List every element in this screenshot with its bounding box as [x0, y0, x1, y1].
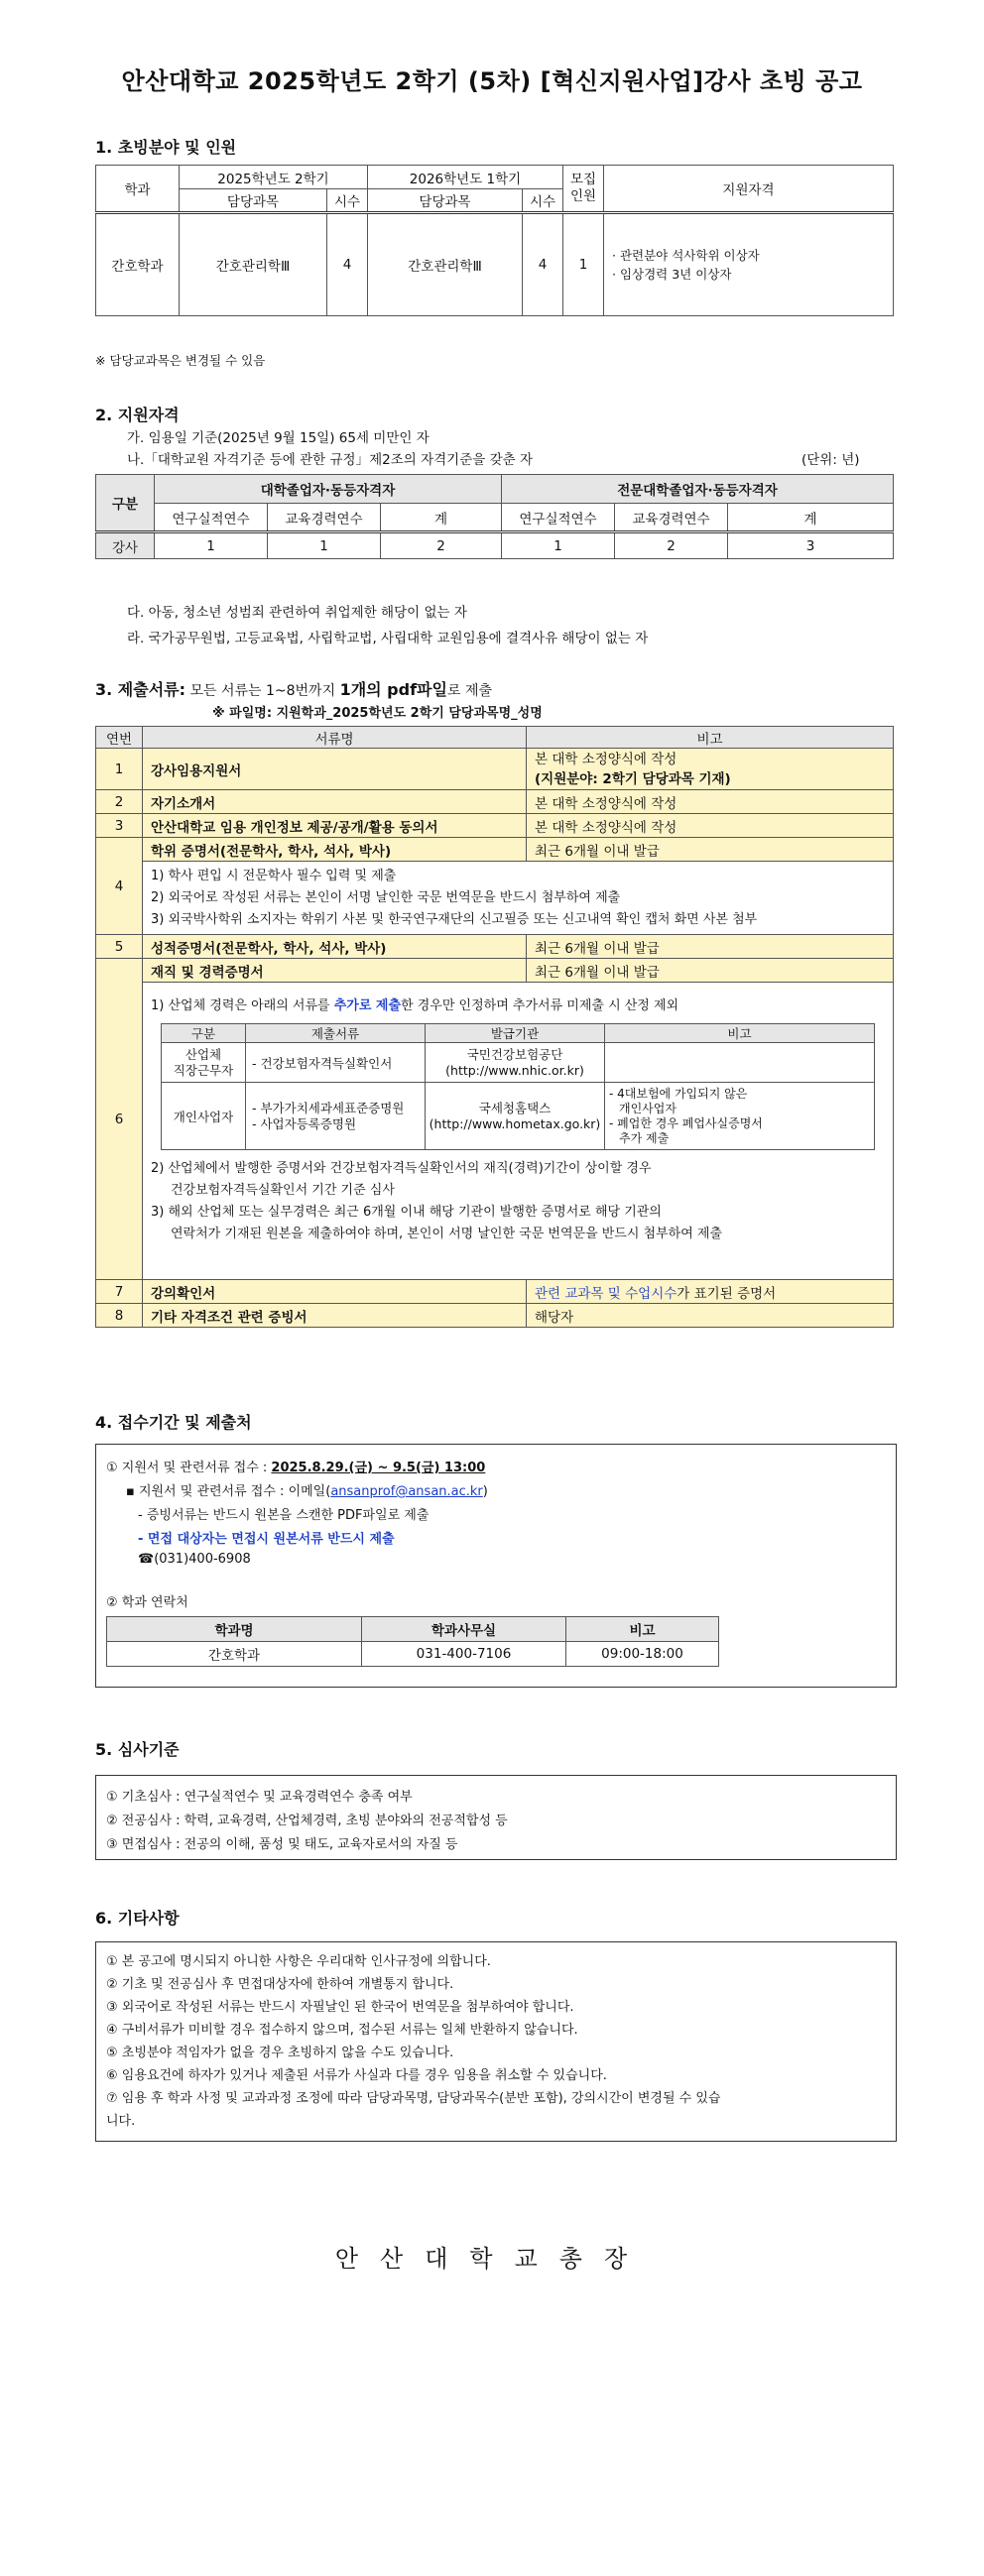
other-7: ⑦ 임용 후 학과 사정 및 교과과정 조정에 따라 담당과목명, 담당과목수(분반 포함), 강의시간이 변경될 수 있습: [106, 2091, 721, 2106]
dept-contact-label: ② 학과 연락처: [106, 1595, 188, 1610]
doc-8-name: 기타 자격조건 관련 증빙서: [143, 1304, 527, 1328]
inner-r2-note: - 4대보험에 가입되지 않은 개인사업자 - 폐업한 경우 폐업사실증명서 추가 제출: [605, 1083, 875, 1150]
header-gubun: 구분: [96, 475, 155, 532]
row-hours-2025: 4: [327, 213, 368, 316]
qual-ra: 라. 국가공무원법, 고등교육법, 사립학교법, 사립대학 교원임용에 결격사유 해당이 없는 자: [127, 631, 649, 646]
section-1-heading: 1. 초빙분야 및 인원: [95, 138, 237, 157]
qualification-1: · 관련분야 석사학위 이상자: [612, 248, 760, 263]
doc-5-name: 성적증명서(전문학사, 학사, 석사, 박사): [143, 935, 527, 959]
header-note: 비고: [527, 727, 894, 749]
course-change-note: ※ 담당교과목은 변경될 수 있음: [95, 353, 266, 368]
doc-4-name: 학위 증명서(전문학사, 학사, 석사, 박사): [143, 838, 527, 862]
unit-label: (단위: 년): [801, 452, 860, 468]
inner-h-org: 발급기관: [426, 1024, 605, 1043]
qual-ga: 가. 임용일 기준(2025년 9월 15일) 65세 미만인 자: [127, 430, 430, 446]
doc-8-note: 해당자: [527, 1304, 894, 1328]
val-univ-edu: 1: [268, 532, 381, 559]
inner-h-note: 비고: [605, 1024, 875, 1043]
inner-r1-gubun: 산업체 직장근무자: [162, 1043, 246, 1083]
header-college: 전문대학졸업자·동등자격자: [502, 475, 894, 504]
inner-r2-org: 국세청홈택스 (http://www.hometax.go.kr): [426, 1083, 605, 1150]
doc-6-line-2: 2) 산업체에서 발행한 증명서와 건강보험자격득실확인서의 재직(경력)기간이 상이할 경우 건강보험자격득실확인서 기간 기준 심사: [151, 1161, 652, 1198]
header-total-1: 계: [381, 504, 502, 532]
header-dept: 학과: [96, 166, 180, 213]
header-hours-2025: 시수: [327, 189, 368, 213]
contact-h-dept: 학과명: [107, 1617, 362, 1642]
doc-5-no: 5: [96, 935, 143, 959]
section-2-heading: 2. 지원자격: [95, 406, 180, 424]
section-5-heading: 5. 심사기준: [95, 1740, 180, 1759]
row-hours-2026: 4: [523, 213, 563, 316]
submission-phone: ☎(031)400-6908: [138, 1552, 251, 1567]
doc-7-no: 7: [96, 1280, 143, 1304]
filename-rule: ※ 파일명: 지원학과_2025학년도 2학기 담당과목명_성명: [212, 706, 543, 721]
doc-6-details: [143, 983, 894, 1280]
submission-pdf-note: - 증빙서류는 반드시 원본을 스캔한 PDF파일로 제출: [138, 1508, 430, 1523]
doc-6-no: 6: [96, 959, 143, 1280]
signature: 안산대학교총장: [334, 2245, 650, 2273]
contact-hours: 09:00-18:00: [566, 1642, 719, 1667]
other-notes-box: [95, 1941, 897, 2142]
qual-da: 다. 아동, 청소년 성범죄 관련하여 취업제한 해당이 없는 자: [127, 605, 467, 621]
qualification-2: · 임상경력 3년 이상자: [612, 267, 732, 282]
val-college-total: 3: [728, 532, 894, 559]
header-doc: 서류명: [143, 727, 527, 749]
doc-1-name: 강사임용지원서: [143, 749, 527, 790]
page-title: 안산대학교 2025학년도 2학기 (5차) [혁신지원사업]강사 초빙 공고: [121, 67, 863, 95]
header-univ: 대학졸업자·동등자격자: [155, 475, 502, 504]
doc-7-note: 관련 교과목 및 수업시수가 표기된 증명서: [527, 1280, 894, 1304]
header-course-2025: 담당과목: [180, 189, 327, 213]
val-univ-total: 2: [381, 532, 502, 559]
doc-5-note: 최근 6개월 이내 발급: [527, 935, 894, 959]
inner-r1-org: 국민건강보험공단 (http://www.nhic.or.kr): [426, 1043, 605, 1083]
doc-4-no: 4: [96, 838, 143, 935]
submission-interview-note: - 면접 대상자는 면접시 원본서류 반드시 제출: [138, 1532, 395, 1547]
dept-contact-table: [106, 1616, 719, 1667]
val-univ-research: 1: [155, 532, 268, 559]
doc-6-name: 재직 및 경력증명서: [143, 959, 527, 983]
doc-4-note: 최근 6개월 이내 발급: [527, 838, 894, 862]
doc-3-note: 본 대학 소정양식에 작성: [527, 814, 894, 838]
row-qualification: [604, 213, 894, 316]
header-qualification: 지원자격: [604, 166, 894, 213]
doc-3-no: 3: [96, 814, 143, 838]
submission-email-line: ▪ 지원서 및 관련서류 접수 : 이메일(ansanprof@ansan.ac.kr): [126, 1484, 488, 1499]
other-5: ⑤ 초빙분야 적임자가 없을 경우 초빙하지 않을 수도 있습니다.: [106, 2046, 454, 2060]
doc-1-note: 본 대학 소정양식에 작성 (지원분야: 2학기 담당과목 기재): [527, 749, 894, 790]
doc-6-line-3: 3) 해외 산업체 또는 실무경력은 최근 6개월 이내 해당 기관이 발행한 증명서로 해당 기관의 연락처가 기재된 원본을 제출하여야 하며, 본인이 서명 날인한 국문 번역문을 반드시 첨부하여 제출: [151, 1205, 723, 1241]
header-no: 연번: [96, 727, 143, 749]
doc-8-no: 8: [96, 1304, 143, 1328]
doc-3-name: 안산대학교 임용 개인정보 제공/공개/활용 동의서: [143, 814, 527, 838]
val-college-edu: 2: [615, 532, 728, 559]
submission-period: ① 지원서 및 관련서류 접수 : 2025.8.29.(금) ~ 9.5(금) 13:00: [106, 1461, 486, 1475]
doc-6-line-1: 1) 산업체 경력은 아래의 서류를 추가로 제출한 경우만 인정하며 추가서류 미제출 시 산정 제외: [151, 998, 679, 1013]
inner-r1-doc: - 건강보험자격득실확인서: [246, 1043, 426, 1083]
contact-dept: 간호학과: [107, 1642, 362, 1667]
section-6-heading: 6. 기타사항: [95, 1909, 180, 1928]
header-course-2026: 담당과목: [368, 189, 523, 213]
contact-office: 031-400-7106: [362, 1642, 566, 1667]
other-2: ② 기초 및 전공심사 후 면접대상자에 한하여 개별통지 합니다.: [106, 1977, 454, 1992]
qual-na: 나.「대학교원 자격기준 등에 관한 규정」제2조의 자격기준을 갖춘 자: [127, 452, 533, 468]
header-edu-2: 교육경력연수: [615, 504, 728, 532]
row-course-2025: 간호관리학Ⅲ: [180, 213, 327, 316]
inner-h-gubun: 구분: [162, 1024, 246, 1043]
recruitment-table: [95, 165, 894, 316]
header-research-2: 연구실적연수: [502, 504, 615, 532]
other-6: ⑥ 임용요건에 하자가 있거나 제출된 서류가 사실과 다를 경우 임용을 취소할 수 있습니다.: [106, 2068, 607, 2083]
header-hours-2026: 시수: [523, 189, 563, 213]
contact-h-note: 비고: [566, 1617, 719, 1642]
doc-6-note: 최근 6개월 이내 발급: [527, 959, 894, 983]
inner-r2-gubun: 개인사업자: [162, 1083, 246, 1150]
row-label-lecturer: 강사: [96, 532, 155, 559]
inner-r1-note: [605, 1043, 875, 1083]
header-research-1: 연구실적연수: [155, 504, 268, 532]
doc-2-no: 2: [96, 790, 143, 814]
criteria-2: ② 전공심사 : 학력, 교육경력, 산업체경력, 초빙 분야와의 전공적합성 등: [106, 1814, 508, 1828]
contact-h-office: 학과사무실: [362, 1617, 566, 1642]
doc-1-no: 1: [96, 749, 143, 790]
email-link[interactable]: ansanprof@ansan.ac.kr: [330, 1484, 483, 1499]
inner-h-doc: 제출서류: [246, 1024, 426, 1043]
header-total-2: 계: [728, 504, 894, 532]
header-edu-1: 교육경력연수: [268, 504, 381, 532]
doc-7-name: 강의확인서: [143, 1280, 527, 1304]
submission-box: [95, 1444, 897, 1688]
section-3-heading: 3. 제출서류: 모든 서류는 1~8번까지 1개의 pdf파일로 제출: [95, 680, 492, 699]
criteria-3: ③ 면접심사 : 전공의 이해, 품성 및 태도, 교육자로서의 자질 등: [106, 1837, 458, 1852]
doc-2-note: 본 대학 소정양식에 작성: [527, 790, 894, 814]
doc-4-details: 1) 학사 편입 시 전문학사 필수 입력 및 제출 2) 외국어로 작성된 서류는 본인이 서명 날인한 국문 번역문을 반드시 첨부하여 제출 3) 외국박사학위 소지자는 학위기 사본 및 한국연구재단의 신고필증 또는 신고내역 확인 캡처 화면 사본 첨부: [143, 862, 894, 935]
other-4: ④ 구비서류가 미비할 경우 접수하지 않으며, 접수된 서류는 일체 반환하지 않습니다.: [106, 2023, 578, 2038]
header-count: 모집인원: [563, 166, 604, 213]
criteria-1: ① 기초심사 : 연구실적연수 및 교육경력연수 충족 여부: [106, 1790, 413, 1805]
doc-2-name: 자기소개서: [143, 790, 527, 814]
other-1: ① 본 공고에 명시되지 아니한 사항은 우리대학 인사규정에 의합니다.: [106, 1954, 491, 1969]
industry-doc-table: [161, 1023, 875, 1150]
row-dept: 간호학과: [96, 213, 180, 316]
documents-table: [95, 726, 894, 1328]
section-4-heading: 4. 접수기간 및 제출처: [95, 1413, 252, 1432]
row-count: 1: [563, 213, 604, 316]
other-3: ③ 외국어로 작성된 서류는 반드시 자필날인 된 한국어 번역문을 첨부하여야 합니다.: [106, 2000, 574, 2015]
review-criteria-box: [95, 1775, 897, 1860]
qualification-table: [95, 474, 894, 559]
header-2026: 2026학년도 1학기: [368, 166, 563, 189]
row-course-2026: 간호관리학Ⅲ: [368, 213, 523, 316]
header-2025: 2025학년도 2학기: [180, 166, 368, 189]
val-college-research: 1: [502, 532, 615, 559]
inner-r2-doc: - 부가가치세과세표준증명원 - 사업자등록증명원: [246, 1083, 426, 1150]
other-7-cont: 니다.: [106, 2114, 136, 2129]
